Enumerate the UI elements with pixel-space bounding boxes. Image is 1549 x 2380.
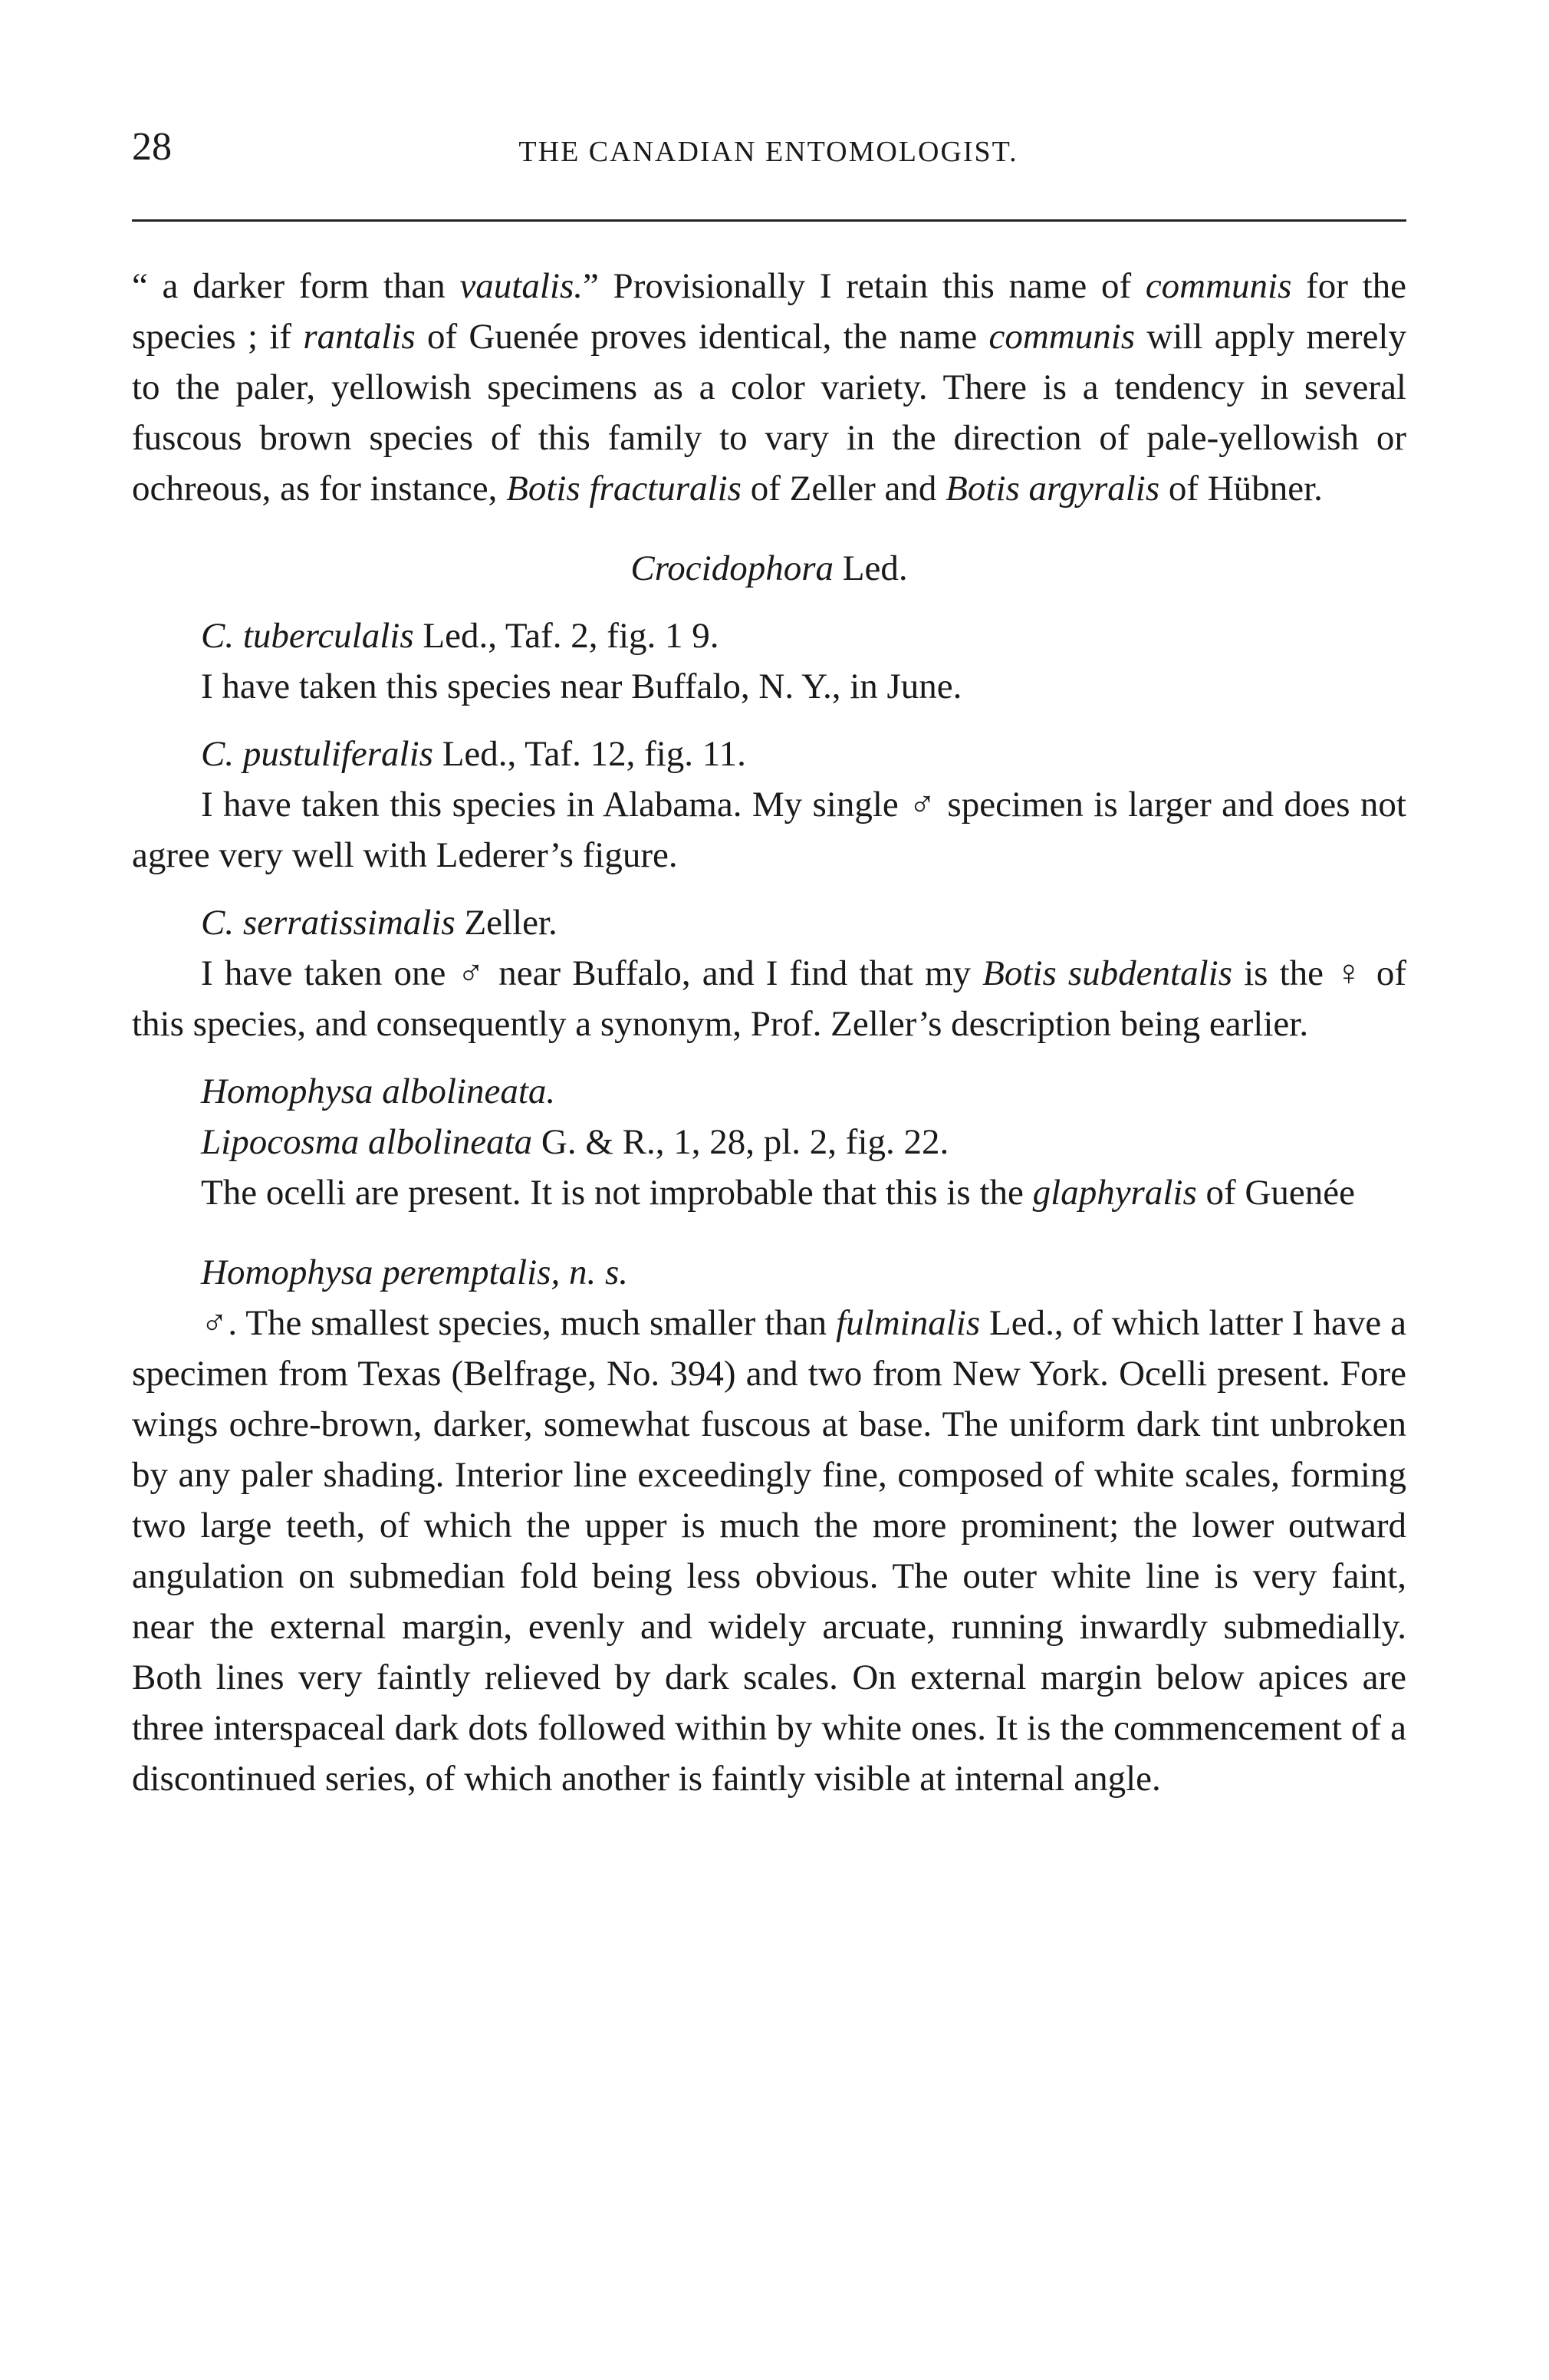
page-header	[132, 115, 1405, 169]
species-note-albolineata: The ocelli are present. It is not improbable that this is the glaphyralis of Guenée	[201, 1173, 1355, 1213]
species-heading-pustuliferalis: C. pustuliferalis Led., Taf. 12, fig. 11.	[201, 734, 746, 774]
synonym-lipocosma-albolineata: Lipocosma albolineata G. & R., 1, 28, pl. 2, fig. 22.	[201, 1122, 949, 1162]
page-number: 28	[132, 125, 172, 169]
species-heading-albolineata: Homophysa albolineata.	[201, 1071, 556, 1111]
species-heading-tuberculalis: C. tuberculalis Led., Taf. 2, fig. 1 9.	[201, 616, 719, 656]
header-rule	[132, 219, 1406, 222]
species-heading-peremptalis: Homophysa peremptalis, n. s.	[201, 1253, 629, 1292]
running-title: THE CANADIAN ENTOMOLOGIST.	[518, 136, 1018, 168]
species-description-peremptalis: ♂. The smallest species, much smaller than fulminalis Led., of which latter I have a specimen from Texas (Belfrage, No. 394) and two from New York. Ocelli present. Fore wings ochre-brown, darker, somewhat fuscous at base. The uniform dark tint unbroken by any paler shading. Interior line exceedingly fine, composed of white scales, forming two large teeth, of which the upper is much the more prominent; the lower outward angulation on submedian fold being less obvious. The outer white line is very faint, near the external margin, evenly and widely arcuate, running inwardly submedially. Both lines very faintly relieved by dark scales. On external margin below apices are three interspaceal dark dots followed within by white ones. It is the commencement of a discontinued series, of which another is faintly visible at internal angle.	[132, 1303, 1406, 1799]
genus-heading-crocidophora: Crocidophora Led.	[630, 548, 908, 588]
species-heading-serratissimalis: C. serratissimalis Zeller.	[201, 903, 557, 943]
page-body	[132, 261, 1406, 1804]
species-note-serratissimalis: I have taken one ♂ near Buffalo, and I find that my Botis subdentalis is the ♀ of this species, and consequently a synonym, Prof. Zeller’s description being earlier.	[132, 953, 1407, 1044]
species-note-tuberculalis: I have taken this species near Buffalo, N. Y., in June.	[201, 667, 962, 706]
species-note-pustuliferalis: I have taken this species in Alabama. My single ♂ specimen is larger and does not agree very well with Lederer’s figure.	[132, 785, 1406, 875]
paragraph-communis: “ a darker form than vautalis.” Provisionally I retain this name of communis for the species ; if rantalis of Guenée proves identical, the name communis will apply merely to the paler, yellowish specimens as a color variety. There is a tendency in several fuscous brown species of this family to vary in the direction of pale-yellowish or ochreous, as for instance, Botis fracturalis of Zeller and Botis argyralis of Hübner.	[132, 266, 1406, 509]
